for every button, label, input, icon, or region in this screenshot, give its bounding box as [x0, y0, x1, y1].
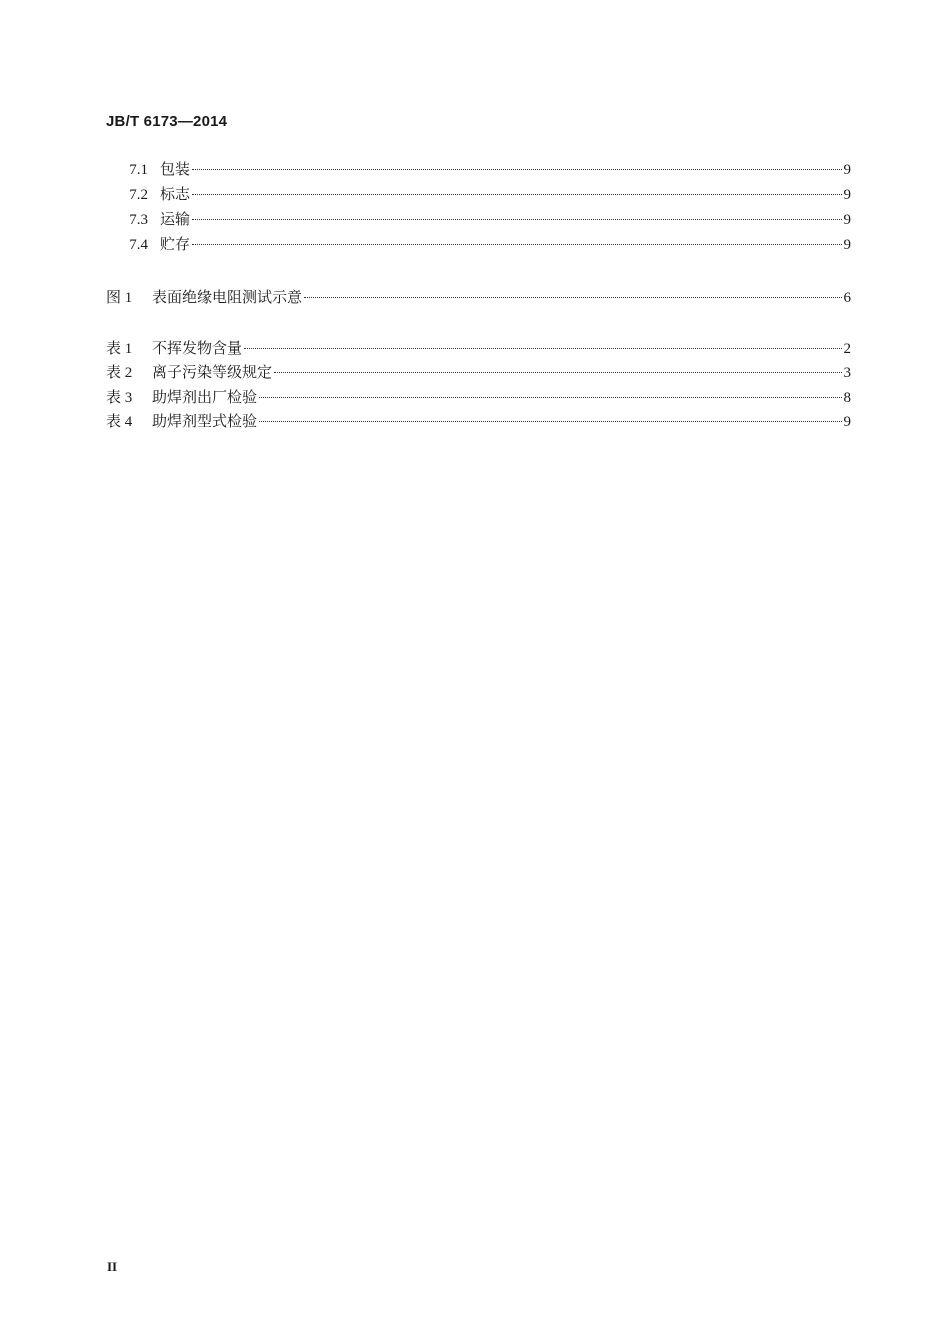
- toc-entry-title: 表面绝缘电阻测试示意: [152, 288, 303, 306]
- toc-entry-title: 贮存: [160, 235, 191, 253]
- toc-entry-7-3[interactable]: [106, 208, 851, 230]
- toc-entry-number: 7.3: [129, 212, 148, 228]
- toc-entry-title: 助焊剂型式检验: [152, 412, 258, 430]
- toc-entry-figure-1[interactable]: [106, 286, 851, 308]
- toc-entry-page: 9: [843, 212, 851, 228]
- dot-leader: [259, 421, 841, 422]
- dot-leader: [192, 194, 841, 195]
- toc-entry-page: 2: [843, 341, 851, 357]
- toc-entry-number: 表 1: [106, 341, 133, 357]
- page-number: II: [107, 1259, 118, 1274]
- toc-entry-title: 不挥发物含量: [152, 339, 243, 357]
- toc-entry-title: 标志: [160, 185, 191, 203]
- toc-entry-7-4[interactable]: [106, 233, 851, 255]
- document-code: JB/T 6173—2014: [106, 113, 228, 130]
- toc-entry-title: 助焊剂出厂检验: [152, 388, 258, 406]
- toc-entry-7-1[interactable]: [106, 158, 851, 180]
- toc-entry-table-4[interactable]: [106, 410, 851, 432]
- dot-leader: [192, 244, 841, 245]
- toc-entry-number: 7.1: [129, 162, 148, 178]
- toc-entry-number: 7.2: [129, 187, 148, 203]
- toc-entry-page: 3: [843, 365, 851, 381]
- toc-entry-number: 图 1: [106, 290, 133, 306]
- toc-entry-number: 表 4: [106, 414, 133, 430]
- toc-entry-number: 表 3: [106, 390, 133, 406]
- toc-entry-7-2[interactable]: [106, 183, 851, 205]
- toc-entry-title: 离子污染等级规定: [152, 363, 273, 381]
- toc-entry-page: 6: [843, 290, 851, 306]
- toc-entry-table-1[interactable]: [106, 337, 851, 359]
- toc-entry-title: 运输: [160, 210, 191, 228]
- toc-entry-page: 9: [843, 237, 851, 253]
- dot-leader: [244, 348, 841, 349]
- dot-leader: [274, 372, 841, 373]
- dot-leader: [304, 297, 841, 298]
- toc-entry-page: 9: [843, 162, 851, 178]
- toc-entry-number: 7.4: [129, 237, 148, 253]
- toc-entry-number: 表 2: [106, 365, 133, 381]
- toc-entry-title: 包装: [160, 160, 191, 178]
- dot-leader: [192, 169, 841, 170]
- toc-entry-page: 9: [843, 187, 851, 203]
- toc-entry-page: 9: [843, 414, 851, 430]
- dot-leader: [192, 219, 841, 220]
- toc-entry-table-2[interactable]: [106, 361, 851, 383]
- dot-leader: [259, 397, 841, 398]
- toc-entry-table-3[interactable]: [106, 386, 851, 408]
- toc-entry-page: 8: [843, 390, 851, 406]
